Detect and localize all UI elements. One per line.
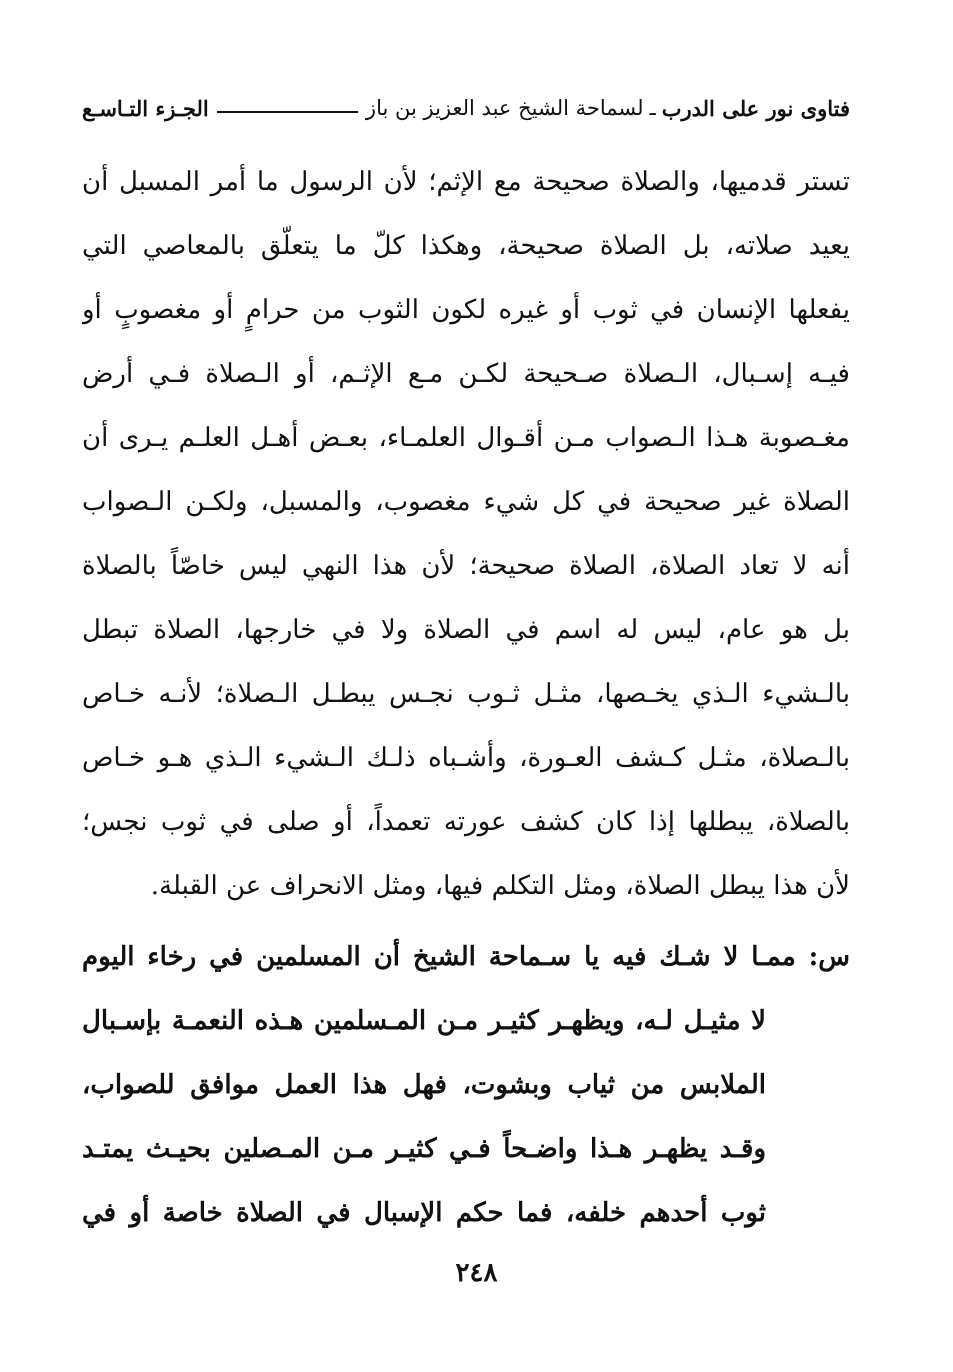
running-header: [82, 88, 850, 128]
question-line: وقـد يظهـر هـذا واضـحاً فـي كثيـر مـن المـصلين بحيـث يمتـد: [82, 1134, 766, 1164]
text-line: بالـصلاة، مثـل كـشف العـورة، وأشـباه ذلـك الـشيء الـذي هـو خـاص: [82, 743, 850, 773]
text-line: تستر قدميها، والصلاة صحيحة مع الإثم؛ لأن الرسول ما أمر المسبل أن: [82, 167, 850, 197]
text-line: مغـصوبة هـذا الـصواب مـن أقـوال العلمـاء، بعـض أهـل العلـم يـرى أن: [82, 423, 850, 453]
text-line: أنه لا تعاد الصلاة، الصلاة صحيحة؛ لأن هذا النهي ليس خاصّاً بالصلاة: [82, 551, 850, 581]
text-line: بل هو عام، ليس له اسم في الصلاة ولا في خارجها، الصلاة تبطل: [82, 615, 850, 645]
text-line: الصلاة غير صحيحة في كل شيء مغصوب، والمسبل، ولكـن الـصواب: [82, 487, 850, 517]
volume-label: الجـزء التـاسـع: [82, 95, 209, 121]
answer-paragraph: [82, 150, 850, 918]
text-line: بالـشيء الـذي يخـصها، مثـل ثـوب نجـس يبطـل الـصلاة؛ لأنـه خـاص: [82, 679, 850, 709]
text-line: يفعلها الإنسان في ثوب أو غيره لكون الثوب من حرامٍ أو مغصوبٍ أو: [82, 295, 850, 325]
author-name: لسماحة الشيخ عبد العزيز بن باز: [365, 96, 644, 120]
header-rule: [217, 111, 358, 113]
question-line: ثوب أحدهم خلفه، فما حكم الإسبال في الصلاة خاصة أو في: [82, 1198, 766, 1228]
book-title: فتاوى نور على الدرب: [661, 95, 850, 121]
page-number: ٢٤٨: [455, 1258, 498, 1288]
text-line: يعيد صلاته، بل الصلاة صحيحة، وهكذا كلّ ما يتعلّق بالمعاصي التي: [82, 231, 850, 261]
text-line: لأن هذا يبطل الصلاة، ومثل التكلم فيها، ومثل الانحراف عن القبلة.: [150, 871, 850, 901]
question-paragraph: [82, 925, 850, 1245]
text-line: فيـه إسـبال، الـصلاة صـحيحة لكـن مـع الإثـم، أو الـصلاة فـي أرض: [82, 359, 850, 389]
question-line: لا مثيـل لـه، ويظهـر كثيـر مـن المـسلمين هـذه النعمـة بإسـبال: [82, 1006, 766, 1036]
question-line: الملابس من ثياب وبشوت، فهل هذا العمل موافق للصواب،: [82, 1070, 766, 1100]
question-line: س: ممـا لا شـك فيه يا سـماحة الشيخ أن المسلمين في رخاء اليوم: [82, 942, 850, 972]
header-separator: ـ: [649, 96, 656, 120]
text-line: بالصلاة، يبطلها إذا كان كشف عورته تعمداً، أو صلى في ثوب نجس؛: [82, 807, 850, 837]
